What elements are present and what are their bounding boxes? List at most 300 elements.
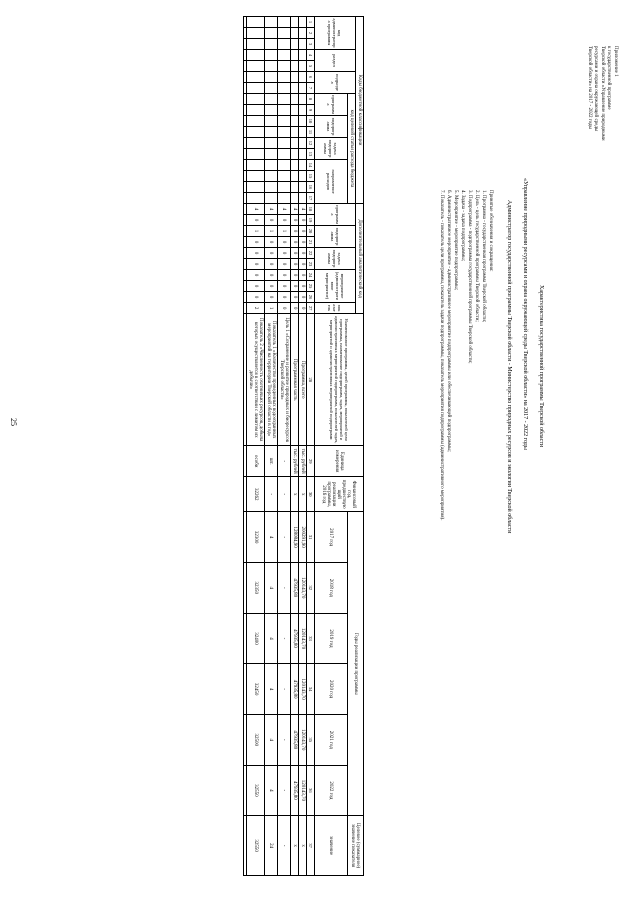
- add-code-cell: 1: [247, 226, 265, 237]
- column-number: 20: [307, 226, 315, 237]
- add-code-cell: 1: [278, 226, 291, 237]
- budget-code-cell: [265, 28, 278, 39]
- document-title: Характеристика государственной программы Тверской области: [538, 285, 544, 448]
- row-unit: шт.: [265, 446, 278, 477]
- add-code-cell: 1: [265, 226, 278, 237]
- budget-code-cell: [247, 160, 265, 171]
- empty-cell: [244, 613, 247, 664]
- year-value: -: [278, 512, 291, 563]
- row-name: Цель 1 «Сохранение и развитие природных и биоресурсов Тверской области»: [278, 314, 291, 446]
- budget-code-cell: [278, 127, 291, 138]
- add-code-cell: 4: [278, 204, 291, 215]
- column-number: 28: [307, 314, 315, 446]
- column-number: 10: [307, 116, 315, 127]
- appendix-line: к государственной программе: [606, 46, 612, 110]
- row-unit: особи: [247, 446, 265, 477]
- budget-code-cell: [299, 160, 307, 171]
- row-name: Показатель 2 «Численность охотничьих ресурсов, добыча которых осуществляется в соответствии с лимитом их добычи»: [247, 314, 265, 446]
- year-label: 2017 год: [315, 512, 348, 563]
- year-value: 47935,80: [291, 562, 299, 613]
- row-name: Программа, всего: [299, 314, 307, 446]
- add-indicator-header: показатель: [315, 303, 356, 314]
- column-number: 4: [307, 50, 315, 61]
- column-number: 2: [307, 28, 315, 39]
- empty-cell: [244, 446, 247, 477]
- row-fin-year: 32262: [247, 477, 265, 512]
- budget-code-cell: [299, 83, 307, 94]
- budget-code-cell: [278, 17, 291, 28]
- row-unit: -: [278, 446, 291, 477]
- add-code-cell: 0: [299, 226, 307, 237]
- budget-code-cell: [278, 149, 291, 160]
- empty-cell: [244, 94, 247, 105]
- direction-code-header: направление расходов: [315, 160, 348, 204]
- column-number: 30: [307, 477, 315, 512]
- year-value: -: [278, 765, 291, 816]
- add-code-cell: 0: [278, 292, 291, 303]
- value-header: значение: [315, 816, 348, 876]
- add-code-cell: 0: [291, 292, 299, 303]
- empty-cell: [244, 61, 247, 72]
- target-value: x: [299, 816, 307, 876]
- budget-code-cell: [291, 138, 299, 149]
- year-label: 2018 год: [315, 562, 348, 613]
- budget-code-cell: [299, 17, 307, 28]
- budget-code-cell: [278, 94, 291, 105]
- budget-code-cell: [278, 39, 291, 50]
- table-row: [291, 17, 299, 876]
- column-number: 26: [307, 292, 315, 303]
- empty-cell: [244, 714, 247, 765]
- year-value: 32300: [247, 512, 265, 563]
- empty-cell: [244, 17, 247, 28]
- target-value: 32550: [247, 816, 265, 876]
- column-number: 1: [307, 17, 315, 28]
- table-row: [278, 17, 291, 876]
- budget-code-cell: [247, 50, 265, 61]
- year-value: 47935,80: [291, 664, 299, 715]
- add-code-cell: 0: [278, 248, 291, 259]
- column-number: 35: [307, 714, 315, 765]
- budget-code-cell: [299, 72, 307, 83]
- budget-code-cell: [291, 94, 299, 105]
- subsection-header: подраздел: [315, 72, 356, 94]
- target-header: Целевое (суммарное) значение показателя: [348, 816, 364, 876]
- budget-code-cell: [278, 72, 291, 83]
- year-value: 32500: [247, 714, 265, 765]
- column-number: 13: [307, 149, 315, 160]
- row-fin-year: x: [291, 477, 299, 512]
- empty-cell: [244, 303, 247, 314]
- row-name: Программная часть: [291, 314, 299, 446]
- section-header: раздел: [315, 50, 356, 72]
- year-value: 4: [265, 512, 278, 563]
- budget-code-cell: [278, 50, 291, 61]
- budget-code-cell: [291, 149, 299, 160]
- add-code-cell: 0: [247, 270, 265, 281]
- add-code-cell: 0: [247, 237, 265, 248]
- unit-header: Единица измерения: [315, 446, 364, 477]
- abbreviations-block: [438, 190, 494, 520]
- add-code-cell: 0: [278, 281, 291, 292]
- year-value: -: [278, 714, 291, 765]
- add-code-cell: 0: [265, 259, 278, 270]
- add-code-cell: 0: [291, 237, 299, 248]
- empty-cell: [244, 816, 247, 876]
- row-fin-year: x: [299, 477, 307, 512]
- year-value: -: [278, 562, 291, 613]
- empty-cell: [244, 248, 247, 259]
- empty-cell: [244, 160, 247, 171]
- year-value: 47935,80: [291, 714, 299, 765]
- empty-cell: [244, 292, 247, 303]
- add-code-cell: 0: [299, 248, 307, 259]
- budget-code-cell: [291, 105, 299, 116]
- budget-code-cell: [265, 138, 278, 149]
- add-code-cell: 0: [265, 215, 278, 226]
- empty-cell: [244, 562, 247, 613]
- empty-cell: [244, 215, 247, 226]
- empty-cell: [244, 28, 247, 39]
- empty-cell: [244, 193, 247, 204]
- year-value: 200291,90: [299, 512, 307, 563]
- year-value: 47935,80: [291, 765, 299, 816]
- budget-code-cell: [291, 193, 299, 204]
- column-number: 3: [307, 39, 315, 50]
- budget-code-cell: [265, 160, 278, 171]
- empty-cell: [244, 50, 247, 61]
- empty-cell: [244, 281, 247, 292]
- budget-code-cell: [299, 193, 307, 204]
- budget-code-cell: [247, 72, 265, 83]
- column-number: 18: [307, 204, 315, 215]
- budget-code-cell: [265, 182, 278, 193]
- budget-code-cell: [247, 193, 265, 204]
- abbreviation-item: 6. Административное мероприятие - административное мероприятие подпрограммы или обеспечивающей подпрограммы;: [446, 190, 451, 452]
- appendix-block: [585, 46, 618, 141]
- empty-cell: [244, 237, 247, 248]
- column-number: 11: [307, 127, 315, 138]
- budget-code-cell: [291, 116, 299, 127]
- budget-code-cell: [265, 50, 278, 61]
- budget-code-cell: [265, 17, 278, 28]
- appendix-line: Тверской области» на 2017 - 2022 годы: [586, 46, 592, 129]
- budget-code-cell: [247, 83, 265, 94]
- abbreviations-header: Принятые обозначения и сокращения:: [488, 190, 493, 272]
- page-number: 25: [9, 418, 18, 426]
- program-title: «Управление природными ресурсами и охрана окружающей среды Тверской области» на 2017 - 2022 годы: [522, 178, 528, 450]
- year-value: 32350: [247, 562, 265, 613]
- year-value: 32400: [247, 613, 265, 664]
- target-article-header: код целевой статьи расхода бюджета: [348, 94, 356, 204]
- budget-code-cell: [299, 171, 307, 182]
- budget-code-cell: [299, 149, 307, 160]
- budget-code-cell: [278, 28, 291, 39]
- abbreviation-item: 1. Программа - государственная программа Тверской области;: [481, 190, 486, 323]
- empty-cell: [244, 171, 247, 182]
- abbreviation-item: 7. Показатель - показатель цели программы, показатель задачи подпрограммы, показатель мероприятия подпрограммы (административного мероприятия).: [439, 190, 444, 521]
- column-number: 25: [307, 281, 315, 292]
- column-number: 9: [307, 105, 315, 116]
- add-code-cell: 4: [247, 204, 265, 215]
- add-code-cell: 0: [265, 281, 278, 292]
- year-value: 4: [265, 613, 278, 664]
- budget-code-cell: [265, 94, 278, 105]
- budget-code-cell: [299, 127, 307, 138]
- name-header: Наименование программы, целей программы, показателей цели программы, наименование подпрограмм, задач, мероприятий и административных мероприятий подпрограмм, показателей задач, мероприятий и административных мероприятий подпрограмм: [315, 314, 364, 446]
- year-value: 120143,70: [299, 562, 307, 613]
- add-code-cell: 0: [299, 303, 307, 314]
- column-numbers-row: [307, 17, 315, 876]
- column-number: 31: [307, 512, 315, 563]
- abbreviation-item: 5. Мероприятие - мероприятие подпрограммы;: [453, 190, 458, 290]
- add-code-cell: 0: [299, 270, 307, 281]
- add-code-cell: 0: [247, 248, 265, 259]
- column-number: 32: [307, 562, 315, 613]
- empty-cell: [244, 149, 247, 160]
- year-value: -: [278, 613, 291, 664]
- add-code-cell: 0: [291, 248, 299, 259]
- budget-code-cell: [291, 160, 299, 171]
- column-number: 19: [307, 215, 315, 226]
- empty-cell: [244, 259, 247, 270]
- add-code-cell: 0: [247, 259, 265, 270]
- add-code-cell: 0: [291, 303, 299, 314]
- column-number: 22: [307, 248, 315, 259]
- column-number: 27: [307, 303, 315, 314]
- add-subprogram-header: подпрограмма: [315, 226, 356, 248]
- empty-cell: [244, 116, 247, 127]
- add-code-cell: 0: [299, 237, 307, 248]
- column-number: 37: [307, 816, 315, 876]
- budget-code-cell: [247, 127, 265, 138]
- empty-cell: [244, 72, 247, 83]
- budget-code-cell: [247, 39, 265, 50]
- budget-code-cell: [278, 116, 291, 127]
- budget-code-cell: [265, 127, 278, 138]
- budget-code-cell: [278, 193, 291, 204]
- add-code-cell: 0: [265, 248, 278, 259]
- add-code-cell: 0: [247, 281, 265, 292]
- year-label: 2021 год: [315, 714, 348, 765]
- program-code-header: программа: [315, 94, 348, 116]
- abbreviation-item: 4. Задача - задача подпрограммы;: [460, 190, 465, 262]
- add-code-cell: 0: [278, 215, 291, 226]
- target-value: -: [278, 816, 291, 876]
- add-code-cell: 0: [299, 259, 307, 270]
- row-unit: тыс. рублей: [299, 446, 307, 477]
- budget-code-cell: [291, 39, 299, 50]
- budget-code-cell: [291, 17, 299, 28]
- budget-code-cell: [278, 83, 291, 94]
- budget-code-cell: [278, 105, 291, 116]
- budget-code-cell: [247, 28, 265, 39]
- budget-code-cell: [291, 171, 299, 182]
- budget-code-cell: [278, 182, 291, 193]
- add-code-cell: 4: [291, 204, 299, 215]
- add-program-header: программа: [315, 204, 356, 226]
- year-value: 120143,70: [299, 664, 307, 715]
- add-code-cell: 0: [299, 281, 307, 292]
- add-code-cell: 0: [278, 303, 291, 314]
- column-number: 24: [307, 270, 315, 281]
- column-number: 14: [307, 160, 315, 171]
- year-value: 120143,70: [299, 714, 307, 765]
- administrator-line: Администратор государственной программы Тверской области - Министерство природных ресурсов и экологии Тверской области: [506, 200, 512, 534]
- add-code-cell: 0: [247, 292, 265, 303]
- budget-code-cell: [291, 50, 299, 61]
- add-code-cell: 0: [291, 259, 299, 270]
- year-label: 2020 год: [315, 664, 348, 715]
- additional-code-header: Дополнительный аналитический код: [356, 204, 364, 314]
- year-value: -: [278, 664, 291, 715]
- budget-code-cell: [265, 116, 278, 127]
- budget-code-cell: [247, 17, 265, 28]
- budget-code-cell: [247, 105, 265, 116]
- add-code-cell: 0: [265, 237, 278, 248]
- year-value: 4: [265, 664, 278, 715]
- characteristics-table: [243, 16, 364, 876]
- add-code-cell: 0: [299, 292, 307, 303]
- table-row: [265, 17, 278, 876]
- budget-code-cell: [265, 61, 278, 72]
- year-value: 128084,90: [291, 512, 299, 563]
- empty-cell: [244, 512, 247, 563]
- year-value: 4: [265, 714, 278, 765]
- budget-code-cell: [291, 127, 299, 138]
- add-code-cell: 0: [265, 292, 278, 303]
- add-code-cell: 0: [291, 215, 299, 226]
- fin-year-header: Финансовый год, предшествующий реализации программы, 2016 год: [315, 477, 364, 512]
- empty-cell: [244, 39, 247, 50]
- year-label: 2019 год: [315, 613, 348, 664]
- table-row: [247, 17, 265, 876]
- budget-code-cell: [299, 182, 307, 193]
- empty-cell: [244, 226, 247, 237]
- budget-code-cell: [265, 171, 278, 182]
- column-number: 23: [307, 259, 315, 270]
- row-fin-year: -: [278, 477, 291, 512]
- budget-code-cell: [299, 138, 307, 149]
- column-number: 15: [307, 171, 315, 182]
- budget-code-cell: [265, 105, 278, 116]
- appendix-line: Тверской области «Управление природными: [599, 46, 605, 141]
- add-code-cell: 2: [247, 303, 265, 314]
- add-code-cell: 0: [299, 215, 307, 226]
- appendix-line: ресурсами и охрана окружающей среды: [593, 46, 599, 132]
- year-value: 47935,80: [291, 613, 299, 664]
- budget-code-cell: [299, 116, 307, 127]
- add-code-cell: 4: [299, 204, 307, 215]
- empty-cell: [244, 83, 247, 94]
- year-value: 32450: [247, 664, 265, 715]
- year-value: 120143,70: [299, 613, 307, 664]
- row-unit: тыс. рублей: [291, 446, 299, 477]
- years-header: Годы реализации программы: [348, 512, 364, 816]
- column-number: 17: [307, 193, 315, 204]
- budget-code-cell: [299, 105, 307, 116]
- abbreviation-item: 3. Подпрограмма - подпрограмма государственной программы Тверской области;: [467, 190, 472, 364]
- budget-code-cell: [247, 149, 265, 160]
- year-label: 2022 год: [315, 765, 348, 816]
- budget-code-cell: [291, 83, 299, 94]
- add-code-cell: 0: [291, 226, 299, 237]
- column-number: 16: [307, 182, 315, 193]
- empty-cell: [244, 127, 247, 138]
- empty-cell: [244, 314, 247, 446]
- budget-code-cell: [265, 83, 278, 94]
- add-code-cell: 0: [291, 270, 299, 281]
- budget-code-cell: [265, 149, 278, 160]
- add-code-cell: 4: [265, 204, 278, 215]
- budget-code-cell: [291, 61, 299, 72]
- task-code-header: задача подпрограммы: [315, 138, 348, 160]
- budget-code-cell: [247, 182, 265, 193]
- column-number: 33: [307, 613, 315, 664]
- add-code-cell: 0: [291, 281, 299, 292]
- add-code-cell: 0: [278, 270, 291, 281]
- table-row: [299, 17, 307, 876]
- target-value: x: [291, 816, 299, 876]
- budget-code-cell: [247, 94, 265, 105]
- year-value: 4: [265, 765, 278, 816]
- column-number: 36: [307, 765, 315, 816]
- budget-code-cell: [278, 160, 291, 171]
- add-task-header: задача подпрограммы: [315, 248, 356, 270]
- target-value: 24: [265, 816, 278, 876]
- column-number: 21: [307, 237, 315, 248]
- abbreviation-item: 2. Цель - цель государственной программы Тверской области;: [474, 190, 479, 322]
- add-code-cell: 0: [265, 270, 278, 281]
- year-value: 120143,70: [299, 765, 307, 816]
- appendix-line: Приложение 1: [613, 46, 618, 77]
- budget-codes-header: Коды бюджетной классификации: [356, 17, 364, 204]
- add-code-cell: 0: [278, 259, 291, 270]
- budget-code-cell: [291, 72, 299, 83]
- budget-code-cell: [247, 138, 265, 149]
- budget-code-cell: [291, 182, 299, 193]
- column-number: 29: [307, 446, 315, 477]
- budget-code-cell: [299, 28, 307, 39]
- budget-code-cell: [265, 39, 278, 50]
- budget-code-cell: [247, 116, 265, 127]
- budget-code-cell: [265, 193, 278, 204]
- year-value: 32550: [247, 765, 265, 816]
- budget-code-cell: [265, 72, 278, 83]
- add-measure-header: мероприятие (административное мероприятие): [315, 270, 356, 303]
- budget-code-cell: [247, 61, 265, 72]
- row-fin-year: -: [265, 477, 278, 512]
- budget-code-cell: [278, 171, 291, 182]
- add-code-cell: 0: [278, 237, 291, 248]
- budget-code-cell: [299, 50, 307, 61]
- budget-code-cell: [299, 94, 307, 105]
- budget-code-cell: [247, 171, 265, 182]
- column-number: 6: [307, 72, 315, 83]
- admin-code-header: код администратора программы: [315, 17, 356, 50]
- subprogram-code-header: подпрограмма: [315, 116, 348, 138]
- budget-code-cell: [299, 39, 307, 50]
- budget-code-cell: [278, 61, 291, 72]
- add-code-cell: 0: [247, 215, 265, 226]
- column-number: 12: [307, 138, 315, 149]
- empty-cell: [244, 204, 247, 215]
- empty-cell: [244, 664, 247, 715]
- empty-cell: [244, 105, 247, 116]
- header-row: [356, 17, 364, 876]
- add-code-cell: 1: [265, 303, 278, 314]
- budget-code-cell: [291, 28, 299, 39]
